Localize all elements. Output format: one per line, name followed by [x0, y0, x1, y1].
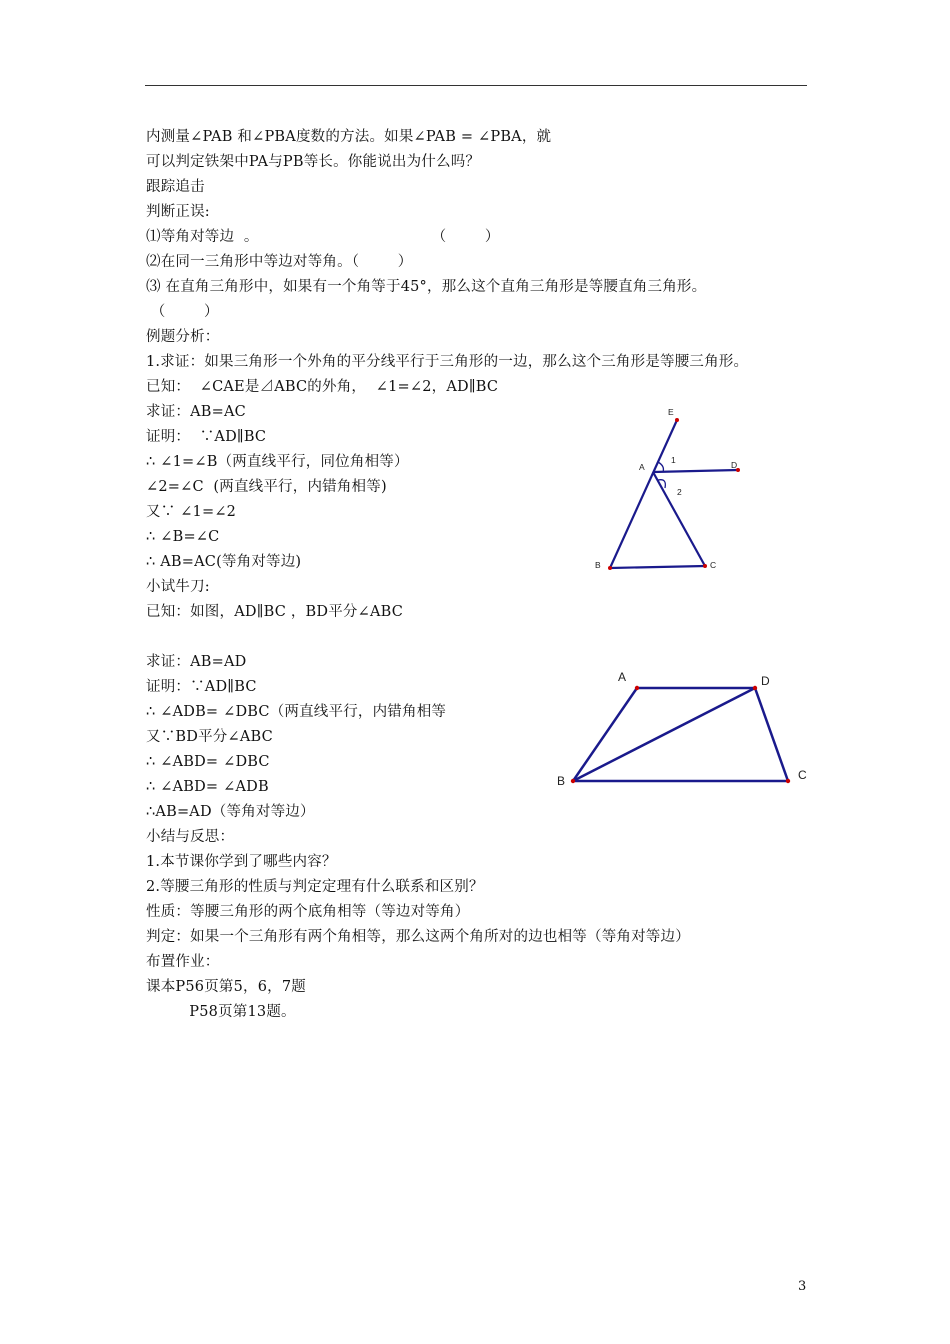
line-AD [653, 470, 738, 472]
label-A: A [639, 462, 645, 472]
figure1-lines [610, 420, 738, 568]
question-line: ⑵在同一三角形中等边对等角。（ ） [146, 254, 413, 270]
line-BD [573, 688, 755, 781]
figure-triangle-exterior-angle [585, 400, 760, 580]
label-angle-2: 2 [677, 487, 682, 497]
question-line: ⑶ 在直角三角形中，如果有一个角等于45°，那么这个直角三角形是等腰直角三角形。 [146, 279, 707, 295]
text-line: 课本P56页第5，6，7题 [146, 979, 306, 995]
page-number: 3 [798, 1279, 807, 1294]
label-B: B [595, 560, 601, 570]
point-C [703, 564, 707, 568]
label-B: B [557, 774, 566, 788]
text-line: 内测量∠PAB 和∠PBA度数的方法。如果∠PAB = ∠PBA，就 [146, 129, 552, 145]
text-line: 2.等腰三角形的性质与判定定理有什么联系和区别？ [146, 879, 484, 895]
proof-line: ∴ ∠1=∠B（两直线平行，同位角相等） [146, 454, 409, 470]
line-DC [755, 688, 788, 781]
proof-line: 证明： ∵AD∥BC [146, 429, 267, 445]
section-heading: 跟踪追击 [146, 179, 205, 195]
point-A [635, 686, 639, 690]
text-line: 1.求证：如果三角形一个外角的平分线平行于三角形的一边，那么这个三角形是等腰三角形。 [146, 354, 749, 370]
text-line: 可以判定铁架中PA与PB等长。你能说出为什么吗？ [146, 154, 481, 170]
text-line: 已知： ∠CAE是⊿ABC的外角， ∠1=∠2，AD∥BC [146, 379, 499, 395]
label-C: C [798, 768, 807, 782]
question-line: （ ） [146, 304, 219, 320]
section-heading: 布置作业： [146, 954, 220, 970]
proof-line: ∠2=∠C (两直线平行，内错角相等) [146, 479, 387, 495]
label-angle-1: 1 [671, 455, 676, 465]
text-line: 性质：等腰三角形的两个底角相等（等边对等角） [146, 904, 470, 920]
point-C [786, 779, 790, 783]
text-line: 求证：AB=AD [146, 654, 247, 670]
text-line: 求证：AB=AC [146, 404, 246, 420]
text-line: 判断正误: [146, 204, 210, 220]
header-rule [145, 85, 807, 86]
label-D: D [731, 460, 738, 470]
label-D: D [761, 674, 770, 688]
label-C: C [710, 560, 717, 570]
proof-line: ∴ AB=AC(等角对等边) [146, 554, 302, 570]
point-B [571, 779, 575, 783]
label-E: E [668, 407, 674, 417]
section-heading: 小试牛刀: [146, 579, 210, 595]
proof-line: 证明：∵AD∥BC [146, 679, 257, 695]
proof-line: 又∵ ∠1=∠2 [146, 504, 237, 520]
angle-1-arc [658, 462, 663, 472]
proof-line: ∴ ∠ABD= ∠ADB [146, 779, 269, 795]
proof-line: 又∵BD平分∠ABC [146, 729, 273, 745]
section-heading: 小结与反思： [146, 829, 235, 845]
text-line: 判定：如果一个三角形有两个角相等，那么这两个角所对的边也相等（等角对等边） [146, 929, 690, 945]
figure-trapezoid [550, 665, 815, 795]
section-heading: 例题分析： [146, 329, 220, 345]
label-A: A [618, 670, 627, 684]
proof-line: ∴ ∠ADB= ∠DBC（两直线平行，内错角相等 [146, 704, 447, 720]
figure2-lines [573, 688, 788, 781]
figure1-points [608, 418, 740, 570]
question-line: ⑴等角对等边 。 （ ） [146, 229, 500, 245]
proof-line: ∴ ∠B=∠C [146, 529, 220, 545]
point-E [675, 418, 679, 422]
text-line: 已知：如图，AD∥BC ，BD平分∠ABC [146, 604, 404, 620]
line-AB [573, 688, 637, 781]
line-BC [610, 566, 705, 568]
text-line: P58页第13题。 [146, 1004, 296, 1020]
line-EB [610, 420, 677, 568]
point-B [608, 566, 612, 570]
proof-line: ∴ ∠ABD= ∠DBC [146, 754, 270, 770]
text-line: 1.本节课你学到了哪些内容？ [146, 854, 337, 870]
point-D [753, 686, 757, 690]
proof-line: ∴AB=AD（等角对等边） [146, 804, 315, 820]
